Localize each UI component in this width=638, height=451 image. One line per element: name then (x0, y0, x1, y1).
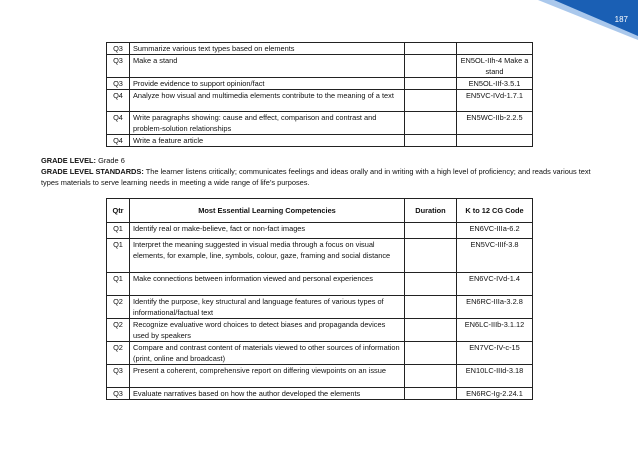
cell-qtr: Q1 (107, 223, 130, 239)
cell-duration (405, 319, 457, 342)
cell-duration (405, 239, 457, 273)
cell-duration (405, 273, 457, 296)
cell-duration (405, 78, 457, 90)
cell-qtr: Q4 (107, 135, 130, 147)
cell-competency: Evaluate narratives based on how the author developed the elements (130, 388, 405, 400)
table-row (107, 296, 533, 319)
cell-competency: Recognize evaluative word choices to detect biases and propaganda devices used by speakers (130, 319, 405, 342)
cell-duration (405, 388, 457, 400)
cell-code: EN6VC-IVd-1.4 (457, 273, 533, 296)
header-qtr: Qtr (107, 199, 130, 223)
cell-code: EN7VC-IV-c-15 (457, 342, 533, 365)
table-row (107, 112, 533, 135)
cell-duration (405, 135, 457, 147)
cell-duration (405, 90, 457, 112)
grade-level-line (41, 155, 601, 166)
cell-competency: Interpret the meaning suggested in visual media through a focus on visual elements, for example, line, symbols, colour, gaze, framing and social distance (130, 239, 405, 273)
cell-competency: Analyze how visual and multimedia elements contribute to the meaning of a text (130, 90, 405, 112)
cell-duration (405, 342, 457, 365)
table-row (107, 90, 533, 112)
cell-competency: Write a feature article (130, 135, 405, 147)
cell-qtr: Q3 (107, 43, 130, 55)
table-row (107, 365, 533, 388)
grade6-table-header (107, 199, 533, 223)
cell-duration (405, 43, 457, 55)
table-row (107, 223, 533, 239)
cell-code: EN5VC-IIIf-3.8 (457, 239, 533, 273)
cell-duration (405, 223, 457, 239)
table-row (107, 239, 533, 273)
cell-duration (405, 365, 457, 388)
cell-duration (405, 55, 457, 78)
cell-qtr: Q2 (107, 319, 130, 342)
cell-code: EN10LC-IIId-3.18 (457, 365, 533, 388)
cell-code (457, 43, 533, 55)
cell-qtr: Q2 (107, 296, 130, 319)
cell-competency: Identify the purpose, key structural and language features of various types of informational/factual text (130, 296, 405, 319)
cell-competency: Present a coherent, comprehensive report on differing viewpoints on an issue (130, 365, 405, 388)
cell-qtr: Q3 (107, 388, 130, 400)
cell-qtr: Q1 (107, 239, 130, 273)
header-duration: Duration (405, 199, 457, 223)
grade6-competency-table (106, 198, 533, 400)
grade5-competency-table (106, 42, 533, 147)
cell-competency: Make a stand (130, 55, 405, 78)
header-code: K to 12 CG Code (457, 199, 533, 223)
cell-code: EN5OL-IIh-4 Make a stand (457, 55, 533, 78)
table-row (107, 319, 533, 342)
cell-qtr: Q1 (107, 273, 130, 296)
grade-level-value: Grade 6 (98, 156, 125, 165)
cell-code: EN5WC-IIb-2.2.5 (457, 112, 533, 135)
table-row (107, 135, 533, 147)
table-row (107, 273, 533, 296)
cell-code: EN5VC-IVd-1.7.1 (457, 90, 533, 112)
cell-qtr: Q3 (107, 78, 130, 90)
grade-standards-text: The learner listens critically; communicates feelings and ideas orally and in writing with a high level of proficiency; and reads various text types materials to serve learning needs in meeting a wide range of life’s purposes. (41, 167, 591, 187)
table-row (107, 78, 533, 90)
cell-competency: Summarize various text types based on elements (130, 43, 405, 55)
cell-qtr: Q4 (107, 90, 130, 112)
cell-duration (405, 296, 457, 319)
cell-competency: Identify real or make-believe, fact or non-fact images (130, 223, 405, 239)
header-row (107, 199, 533, 223)
cell-code: EN5OL-IIf-3.5.1 (457, 78, 533, 90)
grade5-table-body (107, 43, 533, 147)
cell-duration (405, 112, 457, 135)
cell-qtr: Q3 (107, 55, 130, 78)
cell-competency: Provide evidence to support opinion/fact (130, 78, 405, 90)
cell-competency: Compare and contrast content of materials viewed to other sources of information (print, online and broadcast) (130, 342, 405, 365)
cell-competency: Write paragraphs showing: cause and effect, comparison and contrast and problem-solution relationships (130, 112, 405, 135)
cell-qtr: Q2 (107, 342, 130, 365)
table-row (107, 342, 533, 365)
grade-level-label: GRADE LEVEL: (41, 156, 97, 165)
grade6-table-body (107, 223, 533, 400)
cell-code: EN6RC-Ig-2.24.1 (457, 388, 533, 400)
page-number: 187 (614, 15, 628, 24)
header-competency: Most Essential Learning Competencies (130, 199, 405, 223)
cell-competency: Make connections between information viewed and personal experiences (130, 273, 405, 296)
grade-standards-label: GRADE LEVEL STANDARDS: (41, 167, 144, 176)
table-row (107, 43, 533, 55)
cell-qtr: Q4 (107, 112, 130, 135)
grade-standards-paragraph (41, 166, 601, 188)
table-row (107, 55, 533, 78)
cell-code: EN6LC-IIIb-3.1.12 (457, 319, 533, 342)
cell-qtr: Q3 (107, 365, 130, 388)
table-row (107, 388, 533, 400)
cell-code (457, 135, 533, 147)
cell-code: EN6RC-IIIa-3.2.8 (457, 296, 533, 319)
cell-code: EN6VC-IIIa-6.2 (457, 223, 533, 239)
